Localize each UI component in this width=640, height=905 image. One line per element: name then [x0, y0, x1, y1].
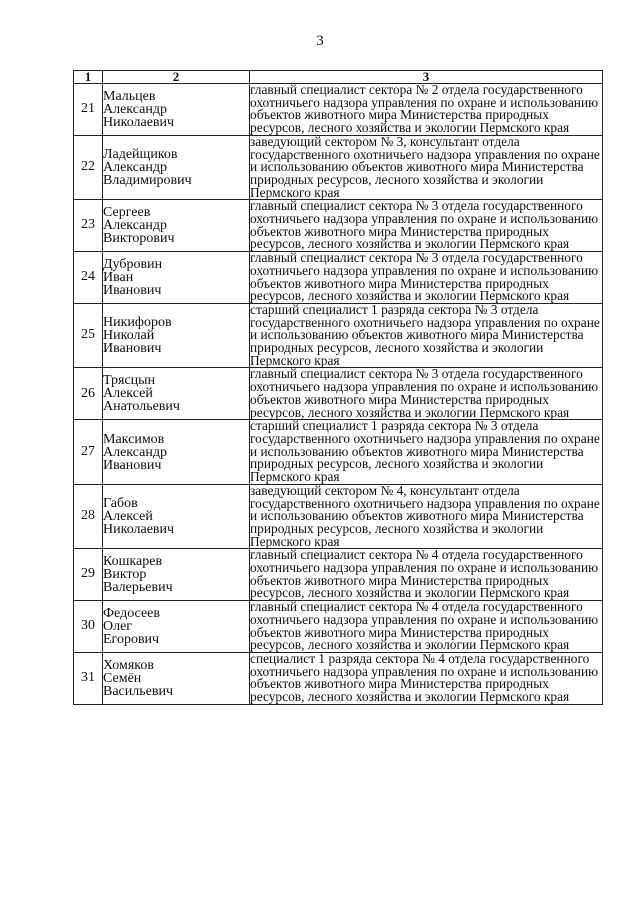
employee-position: старший специалист 1 разряда сектора № 3 отдела государственного охотничьего надзора управления по охране и использованию объектов животного мира Министерства природных ресурсов, лесного хозяйства и экологии Пермского края — [250, 420, 603, 485]
table-row — [74, 484, 603, 549]
row-number: 26 — [74, 368, 103, 420]
employee-position: специалист 1 разряда сектора № 4 отдела государственного охотничьего надзора управления по охране и использованию объектов животного мира Министерства природных ресурсов, лесного хозяйства и экологии Пермского края — [250, 652, 603, 704]
employee-name — [103, 549, 250, 601]
table-row — [74, 84, 603, 136]
row-number: 30 — [74, 601, 103, 653]
header-col-position: 3 — [250, 71, 603, 84]
name-part: Олег — [103, 619, 133, 635]
name-part: Мальцев — [103, 88, 156, 104]
name-part: Ладейщиков — [103, 147, 178, 163]
name-part: Александр — [103, 444, 167, 460]
name-part: Александр — [103, 218, 167, 234]
page-number: 3 — [316, 33, 324, 49]
table-row — [74, 135, 603, 200]
employee-name — [103, 135, 250, 200]
name-part: Николаевич — [103, 114, 175, 130]
row-number: 25 — [74, 303, 103, 368]
table-row — [74, 200, 603, 252]
name-part: Трясцын — [103, 373, 156, 389]
name-part: Викторович — [103, 231, 175, 247]
name-part: Хомяков — [103, 657, 154, 673]
header-col-name: 2 — [103, 71, 250, 84]
row-number: 24 — [74, 252, 103, 304]
name-part: Кошкарев — [103, 554, 163, 570]
employee-name — [103, 252, 250, 304]
name-part: Александр — [103, 101, 167, 117]
name-part: Егорович — [103, 632, 160, 648]
employee-name — [103, 484, 250, 549]
name-part: Никифоров — [103, 315, 172, 331]
name-part: Иванович — [103, 283, 162, 299]
employee-name — [103, 84, 250, 136]
name-part: Александр — [103, 160, 167, 176]
employee-name — [103, 420, 250, 485]
name-part: Васильевич — [103, 683, 173, 699]
table-row — [74, 601, 603, 653]
name-part: Владимирович — [103, 173, 192, 189]
table-row — [74, 549, 603, 601]
employee-position: старший специалист 1 разряда сектора № 3 отдела государственного охотничьего надзора управления по охране и использованию объектов животного мира Министерства природных ресурсов, лесного хозяйства и экологии Пермского края — [250, 303, 603, 368]
name-part: Анатольевич — [103, 399, 180, 415]
row-number: 22 — [74, 135, 103, 200]
table-row — [74, 368, 603, 420]
row-number: 28 — [74, 484, 103, 549]
name-part: Дубровин — [103, 257, 163, 273]
employee-position: главный специалист сектора № 2 отдела государственного охотничьего надзора управления по охране и использованию объектов животного мира Министерства природных ресурсов, лесного хозяйства и экологии Пермского края — [250, 84, 603, 136]
employee-name — [103, 601, 250, 653]
name-part: Алексей — [103, 509, 153, 525]
table-row — [74, 252, 603, 304]
employee-name — [103, 200, 250, 252]
employee-position: главный специалист сектора № 3 отдела государственного охотничьего надзора управления по охране и использованию объектов животного мира Министерства природных ресурсов, лесного хозяйства и экологии Пермского края — [250, 252, 603, 304]
employee-position: главный специалист сектора № 3 отдела государственного охотничьего надзора управления по охране и использованию объектов животного мира Министерства природных ресурсов, лесного хозяйства и экологии Пермского края — [250, 368, 603, 420]
name-part: Сергеев — [103, 205, 151, 221]
employee-position: главный специалист сектора № 4 отдела государственного охотничьего надзора управления по охране и использованию объектов животного мира Министерства природных ресурсов, лесного хозяйства и экологии Пермского края — [250, 549, 603, 601]
table-row — [74, 303, 603, 368]
name-part: Валерьевич — [103, 580, 173, 596]
employee-position: заведующий сектором № 4, консультант отдела государственного охотничьего надзора управления по охране и использованию объектов животного мира Министерства природных ресурсов, лесного хозяйства и экологии Пермского края — [250, 484, 603, 549]
name-part: Николаевич — [103, 522, 175, 538]
table-row — [74, 420, 603, 485]
name-part: Габов — [103, 496, 138, 512]
employee-name — [103, 652, 250, 704]
name-part: Федосеев — [103, 606, 160, 622]
employee-position: главный специалист сектора № 4 отдела государственного охотничьего надзора управления по охране и использованию объектов животного мира Министерства природных ресурсов, лесного хозяйства и экологии Пермского края — [250, 601, 603, 653]
row-number: 31 — [74, 652, 103, 704]
name-part: Иванович — [103, 341, 162, 357]
employee-name — [103, 368, 250, 420]
staff-table — [73, 70, 603, 705]
table-row — [74, 652, 603, 704]
name-part: Иван — [103, 270, 134, 286]
table-body — [74, 84, 603, 705]
name-part: Иванович — [103, 457, 162, 473]
name-part: Николай — [103, 328, 155, 344]
row-number: 23 — [74, 200, 103, 252]
row-number: 29 — [74, 549, 103, 601]
name-part: Максимов — [103, 431, 165, 447]
name-part: Алексей — [103, 386, 153, 402]
row-number: 27 — [74, 420, 103, 485]
employee-name — [103, 303, 250, 368]
row-number: 21 — [74, 84, 103, 136]
name-part: Виктор — [103, 567, 147, 583]
employee-position: заведующий сектором № 3, консультант отдела государственного охотничьего надзора управления по охране и использованию объектов животного мира Министерства природных ресурсов, лесного хозяйства и экологии Пермского края — [250, 135, 603, 200]
employee-position: главный специалист сектора № 3 отдела государственного охотничьего надзора управления по охране и использованию объектов животного мира Министерства природных ресурсов, лесного хозяйства и экологии Пермского края — [250, 200, 603, 252]
name-part: Семён — [103, 670, 142, 686]
header-col-number: 1 — [74, 71, 103, 84]
